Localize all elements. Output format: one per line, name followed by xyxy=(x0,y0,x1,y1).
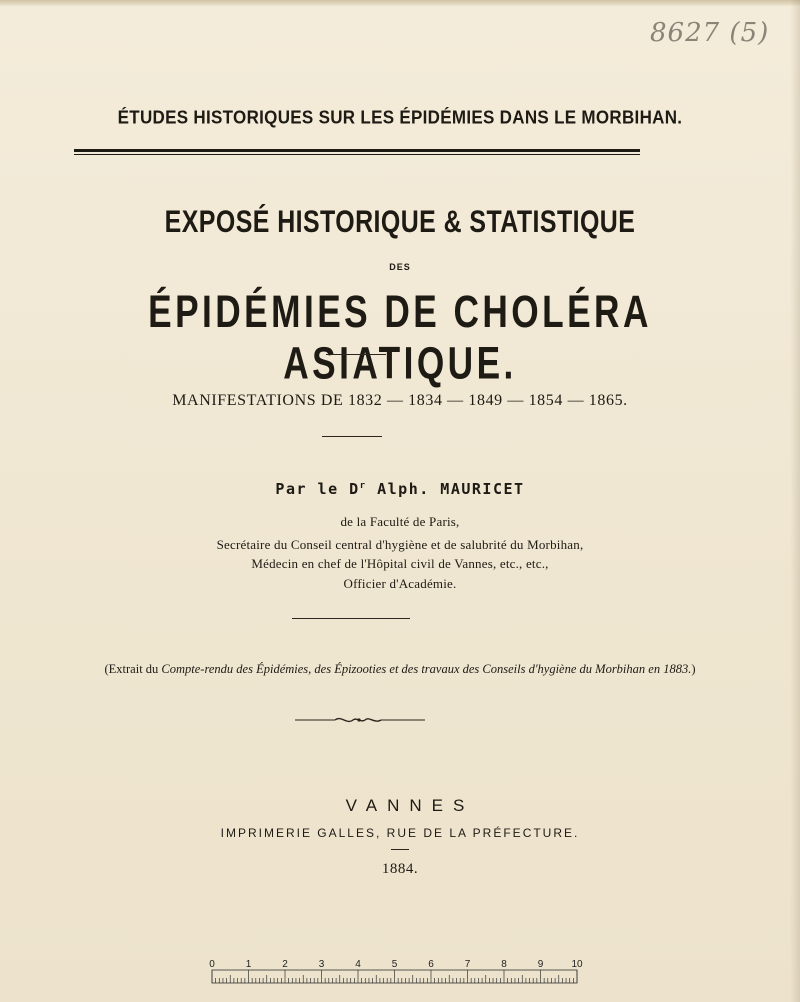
ruler-label: 7 xyxy=(464,959,471,970)
series-title: ÉTUDES HISTORIQUES SUR LES ÉPIDÉMIES DANS LE MORBIHAN. xyxy=(117,107,683,128)
ruler-label: 4 xyxy=(355,959,361,970)
affiliation-line: Officier d'Académie. xyxy=(343,576,457,591)
affiliation-line: de la Faculté de Paris, xyxy=(340,514,460,529)
publication-year: 1884. xyxy=(381,861,419,877)
manifestations-dates: MANIFESTATIONS DE 1832 — 1834 — 1849 — 1854 — 1865. xyxy=(172,392,628,409)
separator-rule-1 xyxy=(326,354,386,355)
affiliation-line: Médecin en chef de l'Hôpital civil de Vannes, etc., etc., xyxy=(251,556,549,571)
main-title-line2: ÉPIDÉMIES DE CHOLÉRA ASIATIQUE. xyxy=(148,286,652,389)
author-name: Alph. MAURICET xyxy=(366,480,525,498)
scale-ruler-svg xyxy=(200,958,585,988)
ruler-label: 6 xyxy=(428,959,434,970)
ruler-label: 0 xyxy=(209,959,215,970)
printer-line: IMPRIMERIE GALLES, RUE DE LA PRÉFECTURE. xyxy=(220,826,580,840)
shelfmark-handwritten: 8627 (5) xyxy=(650,18,770,48)
extract-note xyxy=(0,662,800,677)
page-top-edge xyxy=(0,0,800,6)
ruler-label: 5 xyxy=(391,959,398,970)
ruler-label: 9 xyxy=(537,959,544,970)
author-prefix-sup: r xyxy=(359,481,367,491)
separator-rule-4 xyxy=(391,849,409,850)
ruler-label: 10 xyxy=(571,959,583,970)
ruler-label: 1 xyxy=(245,959,252,970)
extract-note-open: (Extrait du xyxy=(104,662,162,676)
extract-note-source: Compte-rendu des Épidémies, des Épizooties et des travaux des Conseils d'hygiène du Morbihan en 1883. xyxy=(161,662,692,676)
double-rule xyxy=(74,149,640,152)
author-line xyxy=(0,480,800,498)
ruler-label: 2 xyxy=(282,959,288,970)
scale-ruler xyxy=(200,958,585,993)
ruler-label: 3 xyxy=(318,959,325,970)
main-title-des: DES xyxy=(389,262,411,272)
separator-rule-2 xyxy=(322,436,382,437)
main-title-line1: EXPOSÉ HISTORIQUE & STATISTIQUE xyxy=(164,204,636,240)
publication-place: VANNES xyxy=(345,796,475,815)
ornament-divider xyxy=(295,713,425,727)
ruler-label: 8 xyxy=(501,959,507,970)
author-prefix: Par le D xyxy=(275,480,360,498)
separator-rule-3 xyxy=(292,618,410,619)
affiliation-line: Secrétaire du Conseil central d'hygiène et de salubrité du Morbihan, xyxy=(216,537,584,552)
extract-note-close: ) xyxy=(691,662,696,676)
page-right-edge xyxy=(790,0,800,1002)
